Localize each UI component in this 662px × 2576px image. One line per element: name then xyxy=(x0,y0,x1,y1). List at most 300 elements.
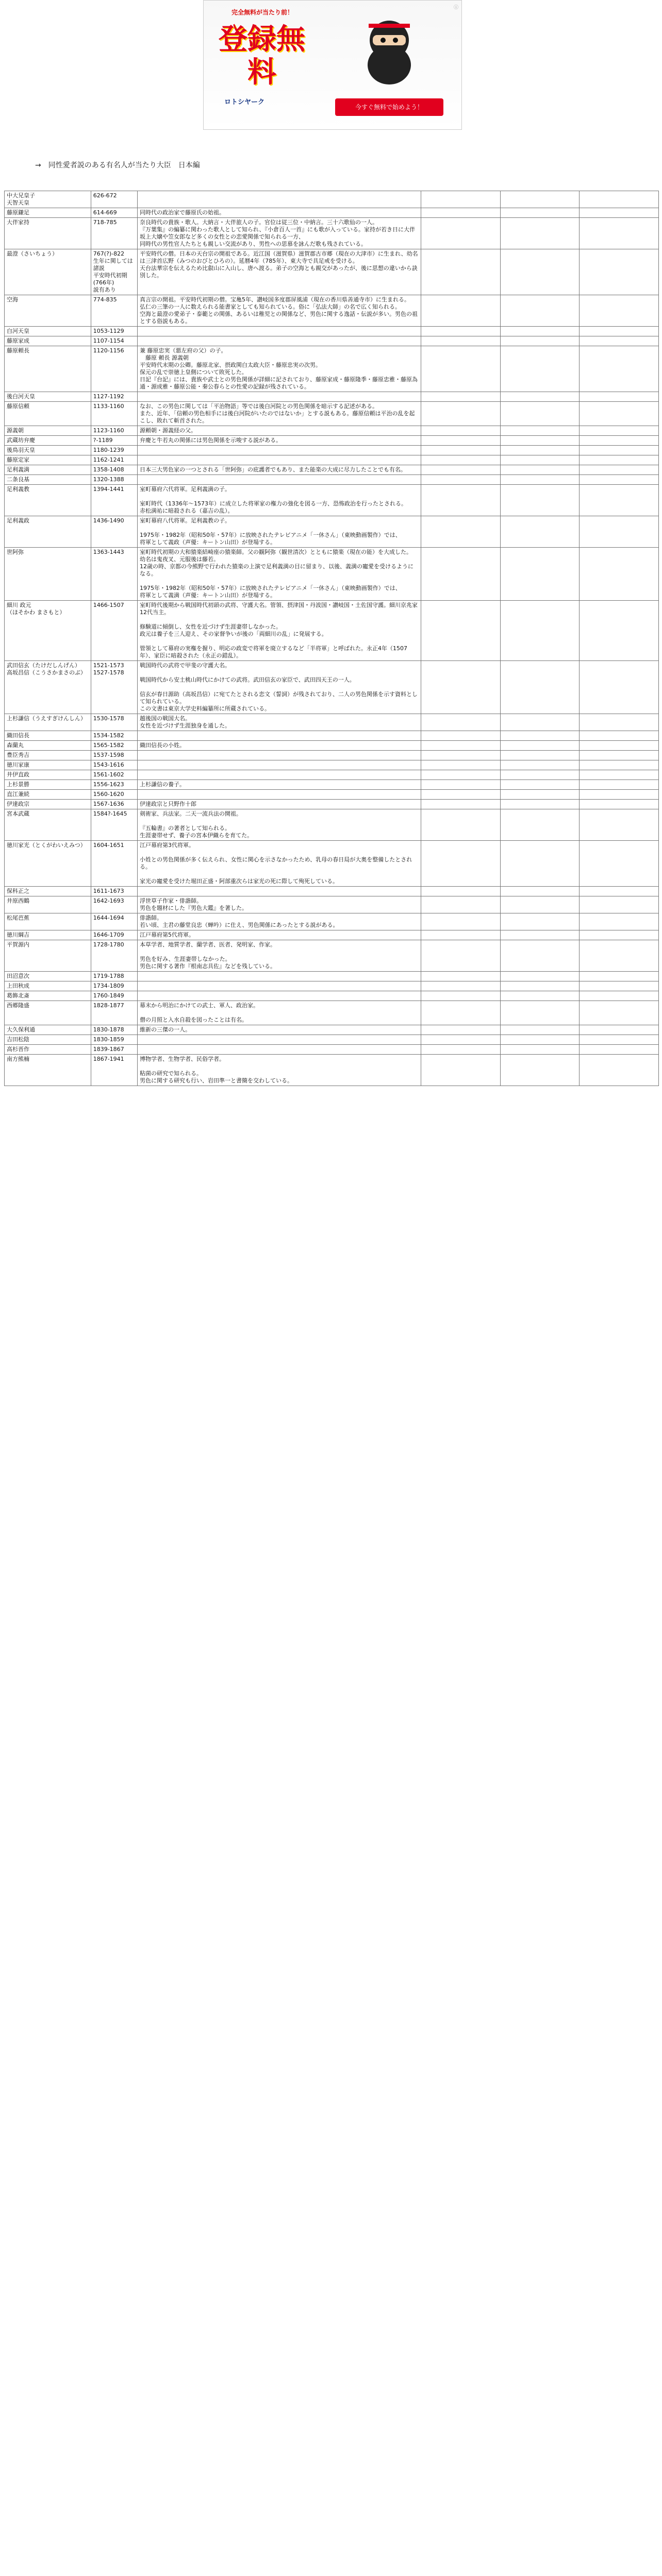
empty-cell xyxy=(421,392,501,402)
years-cell xyxy=(91,741,137,751)
years-cell-text: 1565-1582 xyxy=(93,742,124,749)
table-row xyxy=(5,1025,659,1035)
empty-cell xyxy=(500,887,580,896)
person-name-cell-text: 藤原頼長 xyxy=(7,347,29,354)
empty-cell xyxy=(500,1001,580,1025)
years-cell-text: 1320-1388 xyxy=(93,476,124,483)
years-cell xyxy=(91,1025,137,1035)
table-row xyxy=(5,485,659,516)
table-row xyxy=(5,455,659,465)
person-name-cell xyxy=(5,218,91,249)
person-name-cell xyxy=(5,1045,91,1055)
breadcrumb: → 同性愛者説のある有名人が当たり大臣 日本編 xyxy=(35,161,200,170)
years-cell xyxy=(91,516,137,548)
person-name-cell xyxy=(5,887,91,896)
years-cell xyxy=(91,751,137,760)
person-name-cell xyxy=(5,336,91,346)
note-cell xyxy=(138,809,421,841)
empty-cell xyxy=(500,475,580,485)
empty-cell xyxy=(421,930,501,940)
empty-cell xyxy=(421,790,501,800)
empty-cell xyxy=(580,800,659,809)
years-cell xyxy=(91,780,137,790)
years-cell-text: 614-669 xyxy=(93,209,117,216)
table-row xyxy=(5,346,659,392)
person-name-cell xyxy=(5,751,91,760)
person-name-cell-text: 足利義教 xyxy=(7,486,29,493)
person-name-cell xyxy=(5,741,91,751)
empty-cell xyxy=(580,714,659,731)
note-cell xyxy=(138,548,421,601)
ad-banner[interactable] xyxy=(203,0,462,130)
years-cell-text: 1584?-1645 xyxy=(93,810,127,817)
note-cell xyxy=(138,770,421,780)
years-cell xyxy=(91,392,137,402)
years-cell-text: 1734-1809 xyxy=(93,982,124,989)
person-name-cell-text: 田沼意次 xyxy=(7,973,29,979)
note-cell-text: 弁慶と牛若丸の関係には男色関係を示唆する説がある。 xyxy=(140,437,282,444)
empty-cell xyxy=(580,930,659,940)
person-name-cell-text: 上杉謙信（うえすぎけんしん） xyxy=(7,715,86,722)
note-cell xyxy=(138,940,421,972)
empty-cell xyxy=(580,465,659,475)
table-row xyxy=(5,741,659,751)
person-name-cell xyxy=(5,770,91,780)
person-name-cell xyxy=(5,516,91,548)
empty-cell xyxy=(580,455,659,465)
note-cell xyxy=(138,465,421,475)
empty-cell xyxy=(500,714,580,731)
person-name-cell xyxy=(5,1035,91,1045)
note-cell xyxy=(138,991,421,1001)
person-name-cell-text: 足利義政 xyxy=(7,517,29,524)
table-row xyxy=(5,770,659,780)
person-name-cell xyxy=(5,426,91,436)
years-cell xyxy=(91,661,137,714)
table-row xyxy=(5,191,659,208)
years-cell-text: 718-785 xyxy=(93,219,117,226)
years-cell-text: 1646-1709 xyxy=(93,931,124,938)
note-cell xyxy=(138,800,421,809)
empty-cell xyxy=(580,809,659,841)
table-row xyxy=(5,714,659,731)
person-name-cell-text: 保科正之 xyxy=(7,888,29,894)
empty-cell xyxy=(500,661,580,714)
note-cell xyxy=(138,731,421,741)
ad-logo: ロトシヤーク xyxy=(224,98,265,106)
person-name-cell xyxy=(5,465,91,475)
person-name-cell-text: 二条良基 xyxy=(7,476,29,483)
ad-headline: 登録無料 xyxy=(219,23,305,89)
person-name-cell-text: 伊達政宗 xyxy=(7,801,29,807)
table-row xyxy=(5,981,659,991)
table-row xyxy=(5,208,659,218)
person-name-cell xyxy=(5,1055,91,1086)
person-name-cell xyxy=(5,601,91,661)
years-cell-text: 626-672 xyxy=(93,192,117,199)
person-name-cell-text: 宮本武蔵 xyxy=(7,810,29,817)
note-cell xyxy=(138,1055,421,1086)
note-cell-text: 江戸幕府第3代将軍。 小姓との男色関係が多く伝えられ、女性に関心を示さなかったため、乳母の春日局が大奥を整備したとされる。 家光の寵愛を受けた堀田正盛・阿部重次らは家光の死に際して殉死している。 xyxy=(140,842,412,885)
note-cell xyxy=(138,1025,421,1035)
person-name-cell-text: 武蔵坊弁慶 xyxy=(7,437,35,444)
years-cell-text: 1394-1441 xyxy=(93,486,124,493)
empty-cell xyxy=(421,972,501,981)
table-row xyxy=(5,896,659,913)
years-cell xyxy=(91,446,137,455)
table-row xyxy=(5,731,659,741)
empty-cell xyxy=(580,896,659,913)
person-name-cell xyxy=(5,392,91,402)
empty-cell xyxy=(421,714,501,731)
years-cell-text: 1560-1620 xyxy=(93,791,124,798)
person-name-cell xyxy=(5,731,91,741)
empty-cell xyxy=(500,790,580,800)
person-name-cell-text: 直江兼続 xyxy=(7,791,29,798)
years-cell-text: 1162-1241 xyxy=(93,456,124,463)
note-cell-text: 室町幕府六代将軍。足利義満の子。 室町時代（1336年〜1573年）に成立した将軍家の権力の強化を図る一方、恐怖政治を行ったとされる。 赤松満祐に暗殺される（嘉吉の乱）。 xyxy=(140,486,407,514)
empty-cell xyxy=(500,800,580,809)
years-cell xyxy=(91,455,137,465)
years-cell-text: 1561-1602 xyxy=(93,771,124,778)
empty-cell xyxy=(421,1035,501,1045)
empty-cell xyxy=(500,972,580,981)
empty-cell xyxy=(500,601,580,661)
years-cell-text: 1053-1129 xyxy=(93,328,124,334)
note-cell xyxy=(138,790,421,800)
person-name-cell xyxy=(5,191,91,208)
person-name-cell-text: 細川 政元 （ほそかわ まさもと） xyxy=(7,602,65,616)
note-cell xyxy=(138,446,421,455)
years-cell xyxy=(91,800,137,809)
years-cell xyxy=(91,485,137,516)
empty-cell xyxy=(500,548,580,601)
empty-cell xyxy=(421,249,501,295)
person-name-cell xyxy=(5,972,91,981)
empty-cell xyxy=(421,751,501,760)
person-name-cell xyxy=(5,809,91,841)
empty-cell xyxy=(580,991,659,1001)
years-cell-text: 1543-1616 xyxy=(93,761,124,768)
empty-cell xyxy=(421,770,501,780)
empty-cell xyxy=(421,760,501,770)
empty-cell xyxy=(580,1035,659,1045)
years-cell xyxy=(91,475,137,485)
note-cell-text: 俳諧師。 若い頃、主君の藤堂良忠（蝉吟）に仕え、男色関係にあったとする説がある。 xyxy=(140,914,339,928)
empty-cell xyxy=(421,1001,501,1025)
table-row xyxy=(5,1055,659,1086)
note-cell xyxy=(138,1001,421,1025)
note-cell xyxy=(138,741,421,751)
years-cell xyxy=(91,930,137,940)
person-name-cell xyxy=(5,1001,91,1025)
empty-cell xyxy=(500,426,580,436)
empty-cell xyxy=(421,446,501,455)
years-cell xyxy=(91,336,137,346)
years-cell-text: 1127-1192 xyxy=(93,393,124,400)
note-cell xyxy=(138,896,421,913)
years-cell xyxy=(91,208,137,218)
empty-cell xyxy=(500,1025,580,1035)
years-cell-text: 1830-1878 xyxy=(93,1026,124,1033)
note-cell xyxy=(138,249,421,295)
note-cell xyxy=(138,327,421,336)
person-name-cell xyxy=(5,780,91,790)
note-cell-text: 幕末から明治にかけての武士、軍人、政治家。 僧の月照と入水自殺を図ったことは有名。 xyxy=(140,1002,259,1023)
table-row xyxy=(5,780,659,790)
ninja-mascot-icon xyxy=(358,13,420,86)
empty-cell xyxy=(421,465,501,475)
note-cell xyxy=(138,760,421,770)
table-row xyxy=(5,841,659,887)
empty-cell xyxy=(580,208,659,218)
table-row xyxy=(5,475,659,485)
person-name-cell xyxy=(5,249,91,295)
years-cell xyxy=(91,1045,137,1055)
person-name-cell-text: 中大兄皇子 天智天皇 xyxy=(7,192,35,206)
empty-cell xyxy=(580,191,659,208)
empty-cell xyxy=(421,485,501,516)
empty-cell xyxy=(500,770,580,780)
person-name-cell-text: 平賀源内 xyxy=(7,941,29,948)
note-cell xyxy=(138,426,421,436)
person-name-cell-text: 南方熊楠 xyxy=(7,1056,29,1062)
note-cell-text: 源頼朝・源義経の父。 xyxy=(140,427,196,434)
empty-cell xyxy=(580,516,659,548)
person-name-cell xyxy=(5,800,91,809)
empty-cell xyxy=(580,913,659,930)
table-row xyxy=(5,336,659,346)
years-cell xyxy=(91,896,137,913)
note-cell xyxy=(138,887,421,896)
person-name-cell xyxy=(5,346,91,392)
ad-cta-button[interactable]: 今すぐ無料で始めよう！ xyxy=(335,98,443,116)
note-cell xyxy=(138,346,421,392)
note-cell-text: 戦国時代の武将で甲斐の守護大名。 戦国時代から安土桃山時代にかけての武将。武田信玄の家臣で、武田四天王の一人。 信玄が春日源助（高坂昌信）に宛てたとされる恋文（誓詞）が残されており、二人の男色関係を示す資料として知られている。 この文書は東京大学史料編纂所に所蔵されている。 xyxy=(140,662,418,712)
empty-cell xyxy=(580,1055,659,1086)
years-cell xyxy=(91,991,137,1001)
person-name-cell xyxy=(5,327,91,336)
person-name-cell xyxy=(5,446,91,455)
table-row xyxy=(5,790,659,800)
empty-cell xyxy=(421,1025,501,1035)
empty-cell xyxy=(500,346,580,392)
empty-cell xyxy=(580,661,659,714)
empty-cell xyxy=(421,208,501,218)
person-name-cell xyxy=(5,1025,91,1035)
table-row xyxy=(5,516,659,548)
note-cell-text: 江戸幕府第5代将軍。 xyxy=(140,931,194,938)
years-cell-text: 1436-1490 xyxy=(93,517,124,524)
table-row xyxy=(5,426,659,436)
empty-cell xyxy=(580,751,659,760)
note-cell xyxy=(138,336,421,346)
person-name-cell-text: 織田信長 xyxy=(7,732,29,739)
years-cell-text: 1120-1156 xyxy=(93,347,124,354)
note-cell-text: なお、この男色に関しては「平治物語」等では後白河院との男色関係を暗示する記述がある。 また、近年、「信頼の男色相手には後白河院がいたのではないか」とする説もある。藤原信頼は平治の乱を起こし、敗れて斬首された。 xyxy=(140,403,415,424)
years-cell-text: 1604-1651 xyxy=(93,842,124,849)
empty-cell xyxy=(421,800,501,809)
empty-cell xyxy=(500,191,580,208)
empty-cell xyxy=(580,887,659,896)
empty-cell xyxy=(421,896,501,913)
person-name-cell-text: 西郷隆盛 xyxy=(7,1002,29,1009)
note-cell xyxy=(138,780,421,790)
person-name-cell-text: 豊臣秀吉 xyxy=(7,752,29,758)
person-name-cell xyxy=(5,436,91,446)
empty-cell xyxy=(421,327,501,336)
note-cell-text: 室町時代後期から戦国時代初頭の武将、守護大名。管領、摂津国・丹波国・讃岐国・土佐国守護。細川京兆家12代当主。 修験道に傾倒し、女性を近づけず生涯妻帯しなかった。 政元は養子を三人迎え、その家督争いが後の「両細川の乱」に発展する。 管領として幕府の実権を握り、明応の政変で将軍を廃立するなど「半将軍」と呼ばれた。永正4年（1507年）、家臣に暗殺された（永正の錯乱）。 xyxy=(140,602,418,659)
person-name-cell-text: 足利義満 xyxy=(7,466,29,473)
person-name-cell-text: 徳川家康 xyxy=(7,761,29,768)
empty-cell xyxy=(421,402,501,426)
empty-cell xyxy=(580,972,659,981)
empty-cell xyxy=(580,346,659,392)
table-row xyxy=(5,402,659,426)
years-cell xyxy=(91,809,137,841)
empty-cell xyxy=(421,475,501,485)
years-cell-text: 767(?)-822 生年に関しては諸説 平安時代初期 (766年) 説有あり xyxy=(93,250,133,293)
empty-cell xyxy=(500,1045,580,1055)
years-cell-text: 1642-1693 xyxy=(93,897,124,904)
ad-info-icon[interactable]: ⓘ xyxy=(453,5,458,10)
empty-cell xyxy=(580,336,659,346)
empty-cell xyxy=(500,930,580,940)
empty-cell xyxy=(580,402,659,426)
note-cell xyxy=(138,841,421,887)
empty-cell xyxy=(500,751,580,760)
person-name-cell-text: 徳川綱吉 xyxy=(7,931,29,938)
table-row xyxy=(5,465,659,475)
table-row xyxy=(5,930,659,940)
years-cell-text: 1537-1598 xyxy=(93,752,124,758)
empty-cell xyxy=(421,336,501,346)
person-name-cell-text: 最澄（さいちょう） xyxy=(7,250,58,257)
empty-cell xyxy=(500,295,580,327)
note-cell-text: 兼 藤原忠実（悪左府の父）の子。 藤原 頼長 源義朝 平安時代末期の公卿。藤原北家、摂政関白太政大臣・藤原忠実の次男。 保元の乱で崇徳上皇側について敗死した。 日記『台記』には、貴族や武士との男色関係が詳細に記されており、藤原家成・藤原隆季・藤原忠雅・藤原為通・源成雅・藤原公能・秦公春らとの性愛の記録が残されている。 xyxy=(140,347,418,390)
years-cell xyxy=(91,1035,137,1045)
person-name-cell-text: 徳川家光（とくがわいえみつ） xyxy=(7,842,86,849)
empty-cell xyxy=(500,485,580,516)
empty-cell xyxy=(500,991,580,1001)
person-name-cell xyxy=(5,295,91,327)
table-row xyxy=(5,991,659,1001)
table-row xyxy=(5,1045,659,1055)
note-cell xyxy=(138,191,421,208)
empty-cell xyxy=(500,741,580,751)
years-cell-text: 1567-1636 xyxy=(93,801,124,807)
person-name-cell xyxy=(5,760,91,770)
empty-cell xyxy=(421,436,501,446)
person-name-cell xyxy=(5,208,91,218)
empty-cell xyxy=(421,741,501,751)
table-row xyxy=(5,887,659,896)
person-name-cell-text: 後白河天皇 xyxy=(7,393,35,400)
note-cell xyxy=(138,601,421,661)
note-cell xyxy=(138,402,421,426)
note-cell xyxy=(138,436,421,446)
empty-cell xyxy=(500,208,580,218)
note-cell xyxy=(138,972,421,981)
person-name-cell-text: 藤原鎌足 xyxy=(7,209,29,216)
person-name-cell xyxy=(5,940,91,972)
years-cell-text: 1611-1673 xyxy=(93,888,124,894)
empty-cell xyxy=(500,436,580,446)
person-name-cell xyxy=(5,548,91,601)
person-name-cell-text: 源義朝 xyxy=(7,427,24,434)
empty-cell xyxy=(500,218,580,249)
years-cell xyxy=(91,1055,137,1086)
note-cell-text: 本草学者、地質学者、蘭学者、医者、発明家、作家。 男色を好み、生涯妻帯しなかった。 男色に関する著作『根南志具佐』などを残している。 xyxy=(140,941,276,970)
years-cell xyxy=(91,249,137,295)
note-cell xyxy=(138,475,421,485)
person-name-cell-text: 高杉晋作 xyxy=(7,1046,29,1053)
empty-cell xyxy=(500,446,580,455)
table-row xyxy=(5,751,659,760)
note-cell xyxy=(138,714,421,731)
empty-cell xyxy=(421,426,501,436)
person-name-cell xyxy=(5,930,91,940)
table-row xyxy=(5,760,659,770)
empty-cell xyxy=(421,809,501,841)
empty-cell xyxy=(580,475,659,485)
years-cell xyxy=(91,790,137,800)
table-row xyxy=(5,446,659,455)
empty-cell xyxy=(421,548,501,601)
person-name-cell-text: 世阿弥 xyxy=(7,549,24,555)
empty-cell xyxy=(580,841,659,887)
empty-cell xyxy=(500,465,580,475)
years-cell xyxy=(91,436,137,446)
years-cell-text: 1363-1443 xyxy=(93,549,124,555)
empty-cell xyxy=(500,841,580,887)
note-cell xyxy=(138,930,421,940)
empty-cell xyxy=(500,392,580,402)
table-row xyxy=(5,548,659,601)
note-cell-text: 同時代の政治家で藤原氏の始祖。 xyxy=(140,209,225,216)
years-cell-text: 1534-1582 xyxy=(93,732,124,739)
empty-cell xyxy=(580,790,659,800)
note-cell-text: 織田信長の小姓。 xyxy=(140,742,185,749)
table-row xyxy=(5,392,659,402)
years-cell xyxy=(91,940,137,972)
note-cell-text: 室町幕府八代将軍。足利義教の子。 1975年・1982年（昭和50年・57年）に放映されたテレビアニメ「一休さん」（東映動画製作）では、 将軍として義政（声優：キートン山田）が登場する。 xyxy=(140,517,401,546)
person-name-cell xyxy=(5,790,91,800)
ad-brand-text: 完全無料が当たり前！ xyxy=(231,9,293,16)
person-name-cell-text: 上杉景勝 xyxy=(7,781,29,788)
years-cell xyxy=(91,1001,137,1025)
empty-cell xyxy=(421,887,501,896)
table-row xyxy=(5,1001,659,1025)
table-row xyxy=(5,327,659,336)
empty-cell xyxy=(421,731,501,741)
years-cell-text: 1828-1877 xyxy=(93,1002,124,1009)
person-name-cell-text: 武田信玄（たけだしんげん） 高坂昌信（こうさかまさのぶ） xyxy=(7,662,86,676)
note-cell-text: 奈良時代の貴族・歌人。大納言・大伴旅人の子。官位は従三位・中納言。三十六歌仙の一人。 『万葉集』の編纂に関わった歌人として知られ、『小倉百人一首』にも歌が入っている。家持が若き日に大伴坂上大嬢や笠女郎など多くの女性との恋愛関係で知られる一方、 同時代の男性官人たちとも親しい交流があり、男性への思慕を詠んだ歌も残されている。 xyxy=(140,219,416,247)
person-name-cell-text: 井原西鶴 xyxy=(7,897,29,904)
empty-cell xyxy=(580,218,659,249)
table-row xyxy=(5,913,659,930)
empty-cell xyxy=(421,780,501,790)
empty-cell xyxy=(421,1055,501,1086)
empty-cell xyxy=(500,1055,580,1086)
empty-cell xyxy=(500,455,580,465)
person-name-cell xyxy=(5,485,91,516)
note-cell xyxy=(138,1035,421,1045)
empty-cell xyxy=(421,981,501,991)
years-cell-text: 1466-1507 xyxy=(93,602,124,608)
empty-cell xyxy=(580,731,659,741)
